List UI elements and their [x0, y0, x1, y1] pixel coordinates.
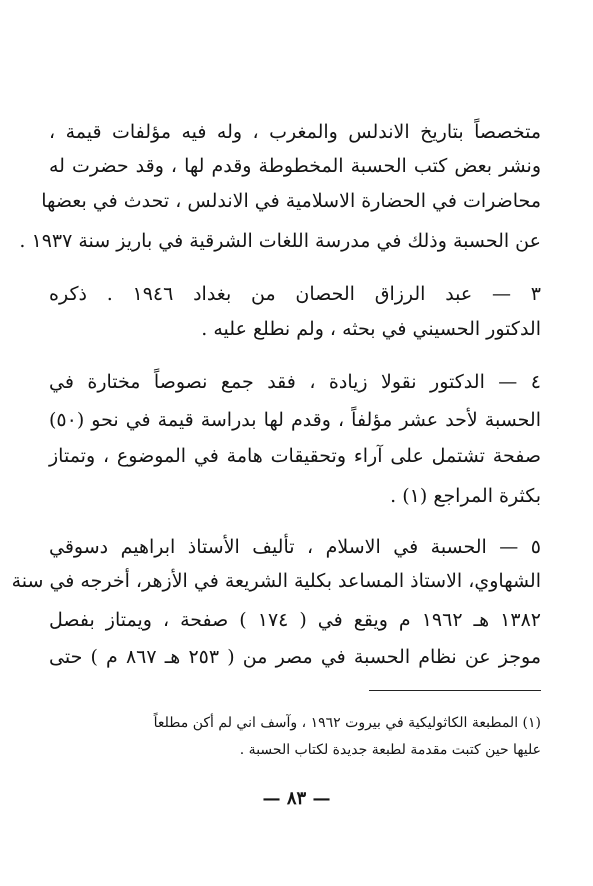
body-line-6: الدكتور الحسيني في بحثه ، ولم نطلع عليه . [201, 318, 541, 340]
body-line-13: ١٣٨٢ هـ ١٩٦٢ م ويقع في ( ١٧٤ ) صفحة ، ويمتاز بفصل [49, 609, 541, 631]
body-line-2: ونشر بعض كتب الحسبة المخطوطة وقدم لها ، وقد حضرت له [49, 155, 541, 177]
body-line-1: متخصصاً بتاريخ الاندلس والمغرب ، وله فيه مؤلفات قيمة ، [49, 121, 541, 143]
body-line-14: موجز عن نظام الحسبة في مصر من ( ٢٥٣ هـ ٨٦٧ م ) حتى [49, 646, 542, 668]
body-line-12: الشهاوي، الاستاذ المساعد بكلية الشريعة في الأزهر، أخرجه في سنة [11, 570, 541, 592]
body-line-10: بكثرة المراجع (١) . [390, 485, 541, 507]
footnote-separator [369, 690, 541, 691]
page-number: — ٨٣ — [262, 788, 331, 809]
body-line-4: عن الحسبة وذلك في مدرسة اللغات الشرقية في باريز سنة ١٩٣٧ . [19, 230, 541, 252]
footnote-line-1: (١) المطبعة الكاثوليكية في بيروت ١٩٦٢ ، وآسف اني لم أكن مطلعاً [153, 715, 541, 731]
body-line-9: صفحة تشتمل على آراء وتحقيقات هامة في الموضوع ، وتمتاز [49, 445, 541, 467]
body-line-5: ٣ — عبد الرزاق الحصان من بغداد ١٩٤٦ . ذكره [49, 283, 541, 305]
body-line-8: الحسبة لأحد عشر مؤلفاً ، وقدم لها بدراسة قيمة في نحو (٥٠) [49, 409, 541, 431]
body-line-11: ٥ — الحسبة في الاسلام ، تأليف الأستاذ ابراهيم دسوقي [49, 536, 541, 558]
body-line-3: محاضرات في الحضارة الاسلامية في الاندلس ، تحدث في بعضها [41, 190, 541, 212]
body-line-7: ٤ — الدكتور نقولا زيادة ، فقد جمع نصوصاً مختارة في [49, 371, 541, 393]
footnote-line-2: عليها حين كتبت مقدمة لطبعة جديدة لكتاب الحسبة . [239, 742, 541, 758]
